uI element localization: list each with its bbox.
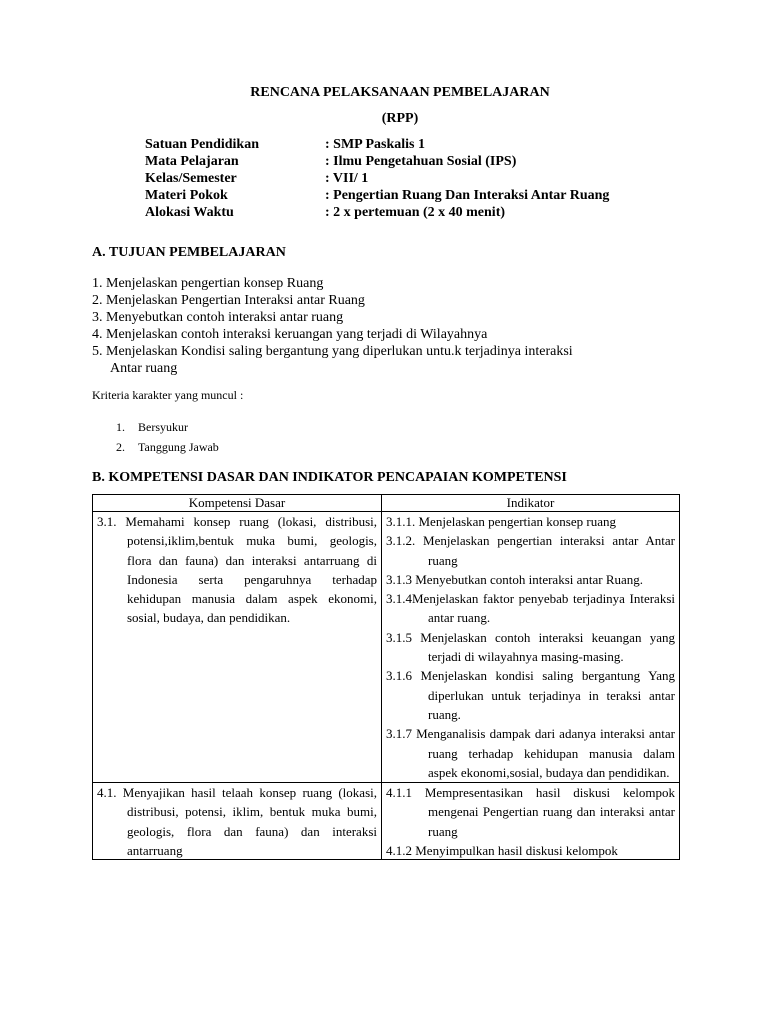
kriteria-list (116, 417, 219, 457)
kriteria-item (116, 437, 219, 457)
table-row (93, 512, 680, 783)
info-value: : 2 x pertemuan (2 x 40 menit) (325, 205, 506, 220)
kriteria-number: 2. (116, 440, 125, 454)
indicator-item: 4.1.1 Mempresentasikan hasil diskusi kelompok mengenai Pengertian ruang dan interaksi antar ruang (386, 785, 675, 839)
kriteria-text: Tanggung Jawab (138, 440, 219, 454)
kriteria-number: 1. (116, 420, 125, 434)
info-value: : VII/ 1 (325, 171, 369, 186)
kriteria-text: Bersyukur (138, 420, 188, 434)
goals-list (92, 275, 573, 377)
competency-table (92, 494, 680, 860)
goal-item: 5. Menjelaskan Kondisi saling bergantung yang diperlukan untu.k terjadinya interaksi (92, 344, 573, 359)
column-header-kd: Kompetensi Dasar (93, 495, 382, 512)
info-row (145, 204, 609, 221)
info-label: Alokasi Waktu (145, 205, 234, 220)
kd-cell (93, 512, 382, 783)
goal-item-continuation: Antar ruang (110, 361, 178, 376)
info-row (145, 136, 609, 153)
indicator-item: 4.1.2 Menyimpulkan hasil diskusi kelompok (386, 843, 618, 859)
info-row (145, 170, 609, 187)
indicator-item: 3.1.2. Menjelaskan pengertian interaksi antar Antar ruang (386, 533, 675, 568)
kd-clip (97, 783, 377, 859)
column-header-indicator: Indikator (382, 495, 680, 512)
indicator-item: 3.1.7 Menganalisis dampak dari adanya interaksi antar ruang terhadap kehidupan manusia dalam aspek ekonomi,sosial, budaya dan pendidikan. (386, 726, 675, 780)
kriteria-item (116, 417, 219, 437)
section-a-heading: A. TUJUAN PEMBELAJARAN (92, 245, 286, 260)
indicator-item: 3.1.6 Menjelaskan kondisi saling bergantung Yang diperlukan untuk terjadinya in teraksi antar ruang. (386, 668, 675, 722)
table-header-row (93, 495, 680, 512)
info-label: Materi Pokok (145, 188, 228, 203)
table-row (93, 783, 680, 860)
document-title: RENCANA PELAKSANAAN PEMBELAJARAN (250, 85, 550, 100)
info-value: : Ilmu Pengetahuan Sosial (IPS) (325, 154, 517, 169)
info-row (145, 153, 609, 170)
indicator-cell (382, 512, 680, 783)
kriteria-label: Kriteria karakter yang muncul : (92, 388, 244, 402)
kd-cell (93, 783, 382, 860)
goal-item: 2. Menjelaskan Pengertian Interaksi antar Ruang (92, 293, 365, 308)
indicator-cell (382, 783, 680, 860)
indicator-item: 3.1.4Menjelaskan faktor penyebab terjadinya Interaksi antar ruang. (386, 591, 675, 626)
section-b-heading: B. KOMPETENSI DASAR DAN INDIKATOR PENCAPAIAN KOMPETENSI (92, 470, 567, 485)
info-label: Mata Pelajaran (145, 154, 239, 169)
goal-item: 3. Menyebutkan contoh interaksi antar ruang (92, 310, 344, 325)
info-value: : Pengertian Ruang Dan Interaksi Antar Ruang (325, 188, 610, 203)
indicator-item: 3.1.5 Menjelaskan contoh interaksi keuangan yang terjadi di wilayahnya masing-masing. (386, 629, 675, 665)
info-label: Satuan Pendidikan (145, 137, 259, 152)
info-label: Kelas/Semester (145, 171, 237, 186)
goal-item: 4. Menjelaskan contoh interaksi keruangan yang terjadi di Wilayahnya (92, 327, 488, 342)
indicator-clip (386, 783, 675, 859)
indicator-item: 3.1.3 Menyebutkan contoh interaksi antar Ruang. (386, 571, 644, 587)
goal-item: 1. Menjelaskan pengertian konsep Ruang (92, 276, 324, 291)
info-value: : SMP Paskalis 1 (325, 137, 425, 152)
kd-text: 4.1. Menyajikan hasil telaah konsep ruang (lokasi, distribusi, potensi, iklim, bentuk muka bumi, geologis, flora dan fauna) dan interaksi antarruang (97, 785, 377, 859)
kd-text: 3.1. Memahami konsep ruang (lokasi, distribusi, potensi,iklim,bentuk muka bumi, geologis, flora dan fauna) dan interaksi antarruang di Indonesia serta pengaruhnya terhadap kehidupan manusia dalam aspek ekonomi, sosial, budaya, dan pendidikan. (97, 514, 377, 626)
info-row (145, 187, 609, 204)
document-subtitle: (RPP) (381, 111, 419, 126)
indicator-item: 3.1.1. Menjelaskan pengertian konsep ruang (386, 514, 616, 529)
info-block (145, 136, 609, 221)
